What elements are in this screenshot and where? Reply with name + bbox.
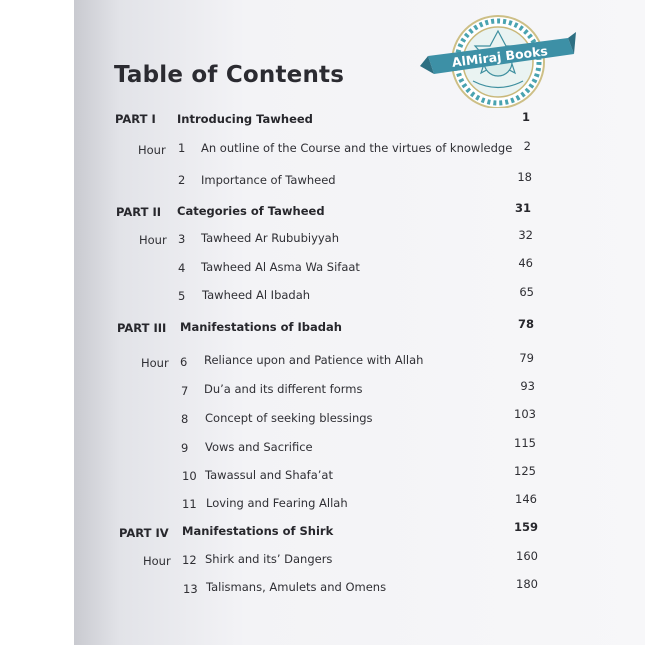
chapter-page-number: 115 xyxy=(514,436,536,450)
chapter-title: Shirk and its’ Dangers xyxy=(205,552,333,566)
chapter-number: 10 xyxy=(182,469,197,483)
chapter-page-number: 125 xyxy=(514,464,536,478)
hour-label: Hour xyxy=(143,554,171,568)
part-label: PART IV xyxy=(119,526,169,540)
chapter-page-number: 103 xyxy=(514,407,536,421)
hour-label: Hour xyxy=(139,233,167,247)
hour-label: Hour xyxy=(138,143,166,157)
chapter-page-number: 93 xyxy=(520,379,535,393)
chapter-number: 11 xyxy=(182,497,197,511)
page-title: Table of Contents xyxy=(114,62,345,88)
part-label: PART I xyxy=(115,112,156,126)
chapter-title: Reliance upon and Patience with Allah xyxy=(204,353,424,367)
chapter-number: 13 xyxy=(183,582,198,596)
chapter-page-number: 146 xyxy=(515,492,537,506)
svg-text:AlMiraj Books: AlMiraj Books xyxy=(451,43,549,70)
chapter-title: Du’a and its different forms xyxy=(204,382,363,396)
part-page-number: 78 xyxy=(517,317,534,331)
almiraj-books-logo xyxy=(418,6,578,108)
chapter-page-number: 79 xyxy=(519,351,534,365)
part-title: Introducing Tawheed xyxy=(177,112,313,126)
chapter-number: 4 xyxy=(178,261,186,275)
part-title: Manifestations of Ibadah xyxy=(180,320,342,334)
chapter-title: Loving and Fearing Allah xyxy=(206,496,348,510)
chapter-page-number: 160 xyxy=(516,549,538,563)
part-page-number: 31 xyxy=(514,201,531,215)
chapter-title: An outline of the Course and the virtues of knowledge xyxy=(201,141,513,155)
part-page-number: 159 xyxy=(513,520,538,534)
part-label: PART II xyxy=(116,205,162,219)
part-label: PART III xyxy=(117,321,167,335)
part-title: Categories of Tawheed xyxy=(177,204,325,218)
chapter-number: 3 xyxy=(178,232,186,246)
chapter-title: Tawheed Al Ibadah xyxy=(202,288,311,302)
hour-label: Hour xyxy=(141,356,169,370)
chapter-page-number: 65 xyxy=(519,285,534,299)
chapter-number: 7 xyxy=(181,384,189,398)
chapter-page-number: 46 xyxy=(518,256,533,270)
chapter-page-number: 18 xyxy=(517,170,532,184)
chapter-page-number: 32 xyxy=(518,228,533,242)
chapter-title: Importance of Tawheed xyxy=(201,173,336,187)
chapter-title: Talismans, Amulets and Omens xyxy=(206,580,387,594)
chapter-title: Vows and Sacrifice xyxy=(205,440,313,454)
chapter-number: 12 xyxy=(182,553,197,567)
part-page-number: 1 xyxy=(521,110,530,124)
chapter-title: Tawheed Al Asma Wa Sifaat xyxy=(201,260,360,274)
chapter-number: 1 xyxy=(178,141,186,155)
chapter-page-number: 2 xyxy=(523,139,531,153)
chapter-number: 9 xyxy=(181,441,189,455)
chapter-title: Tawassul and Shafa’at xyxy=(205,468,333,482)
chapter-number: 5 xyxy=(178,289,186,303)
chapter-number: 6 xyxy=(180,355,188,369)
chapter-title: Tawheed Ar Rububiyyah xyxy=(201,231,340,245)
chapter-number: 2 xyxy=(178,173,186,187)
part-title: Manifestations of Shirk xyxy=(182,524,334,538)
chapter-page-number: 180 xyxy=(516,577,538,591)
chapter-number: 8 xyxy=(181,412,189,426)
chapter-title: Concept of seeking blessings xyxy=(205,411,373,425)
